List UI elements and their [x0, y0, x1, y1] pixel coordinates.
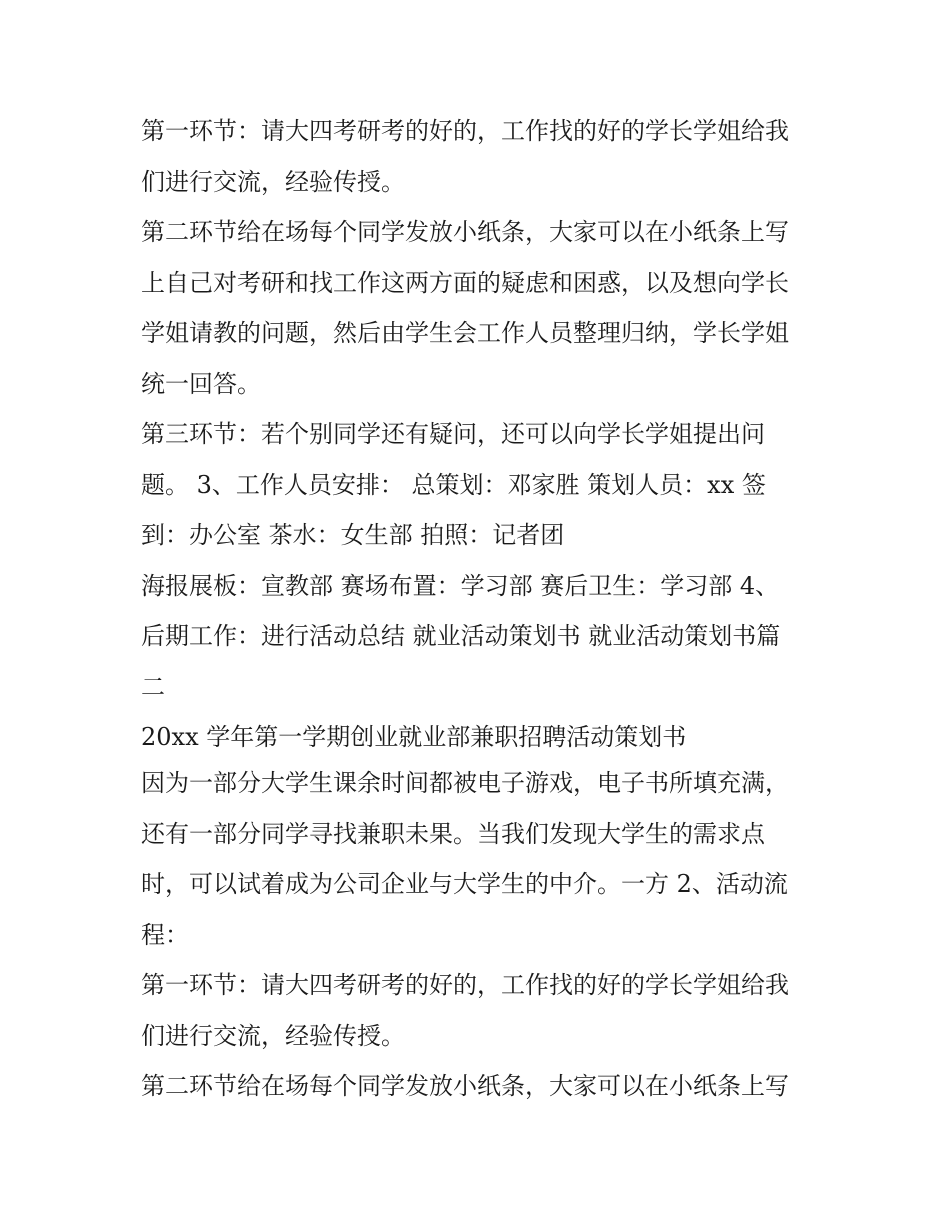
- text-line: 们进行交流，经验传授。: [141, 1021, 405, 1050]
- text-line: 时，可以试着成为公司企业与大学生的中介。一方 2、活动流: [141, 870, 788, 898]
- section-title: 20xx 学年第一学期创业就业部兼职招聘活动策划书: [141, 723, 687, 751]
- text-line: 题。 3、工作人员安排： 总策划：邓家胜 策划人员：xx 签: [141, 470, 766, 499]
- text-line: 还有一部分同学寻找兼职未果。当我们发现大学生的需求点: [141, 819, 765, 848]
- text-line: 上自己对考研和找工作这两方面的疑虑和困惑，以及想向学长: [141, 268, 789, 297]
- text-line: 第三环节：若个别同学还有疑问，还可以向学长学姐提出问: [141, 420, 765, 448]
- text-line: 第一环节：请大四考研考的好的，工作找的好的学长学姐给我: [141, 117, 789, 145]
- text-line: 第二环节给在场每个同学发放小纸条，大家可以在小纸条上写: [141, 218, 789, 246]
- text-line: 二: [141, 672, 165, 701]
- text-line: 学姐请教的问题，然后由学生会工作人员整理归纳，学长学姐: [141, 319, 789, 347]
- text-line: 后期工作：进行活动总结 就业活动策划书 就业活动策划书篇: [141, 622, 781, 650]
- text-line: 到：办公室 茶水：女生部 拍照：记者团: [141, 521, 565, 549]
- text-line: 们进行交流，经验传授。: [141, 167, 405, 196]
- text-line: 因为一部分大学生课余时间都被电子游戏，电子书所填充满，: [141, 769, 789, 797]
- text-line: 统一回答。: [141, 369, 261, 398]
- text-line: 程：: [141, 920, 189, 949]
- document-body: [141, 106, 831, 1112]
- text-line: 第二环节给在场每个同学发放小纸条，大家可以在小纸条上写: [141, 1072, 789, 1100]
- text-line: 海报展板：宣教部 赛场布置：学习部 赛后卫生：学习部 4、: [141, 571, 780, 600]
- text-line: 第一环节：请大四考研考的好的，工作找的好的学长学姐给我: [141, 971, 789, 999]
